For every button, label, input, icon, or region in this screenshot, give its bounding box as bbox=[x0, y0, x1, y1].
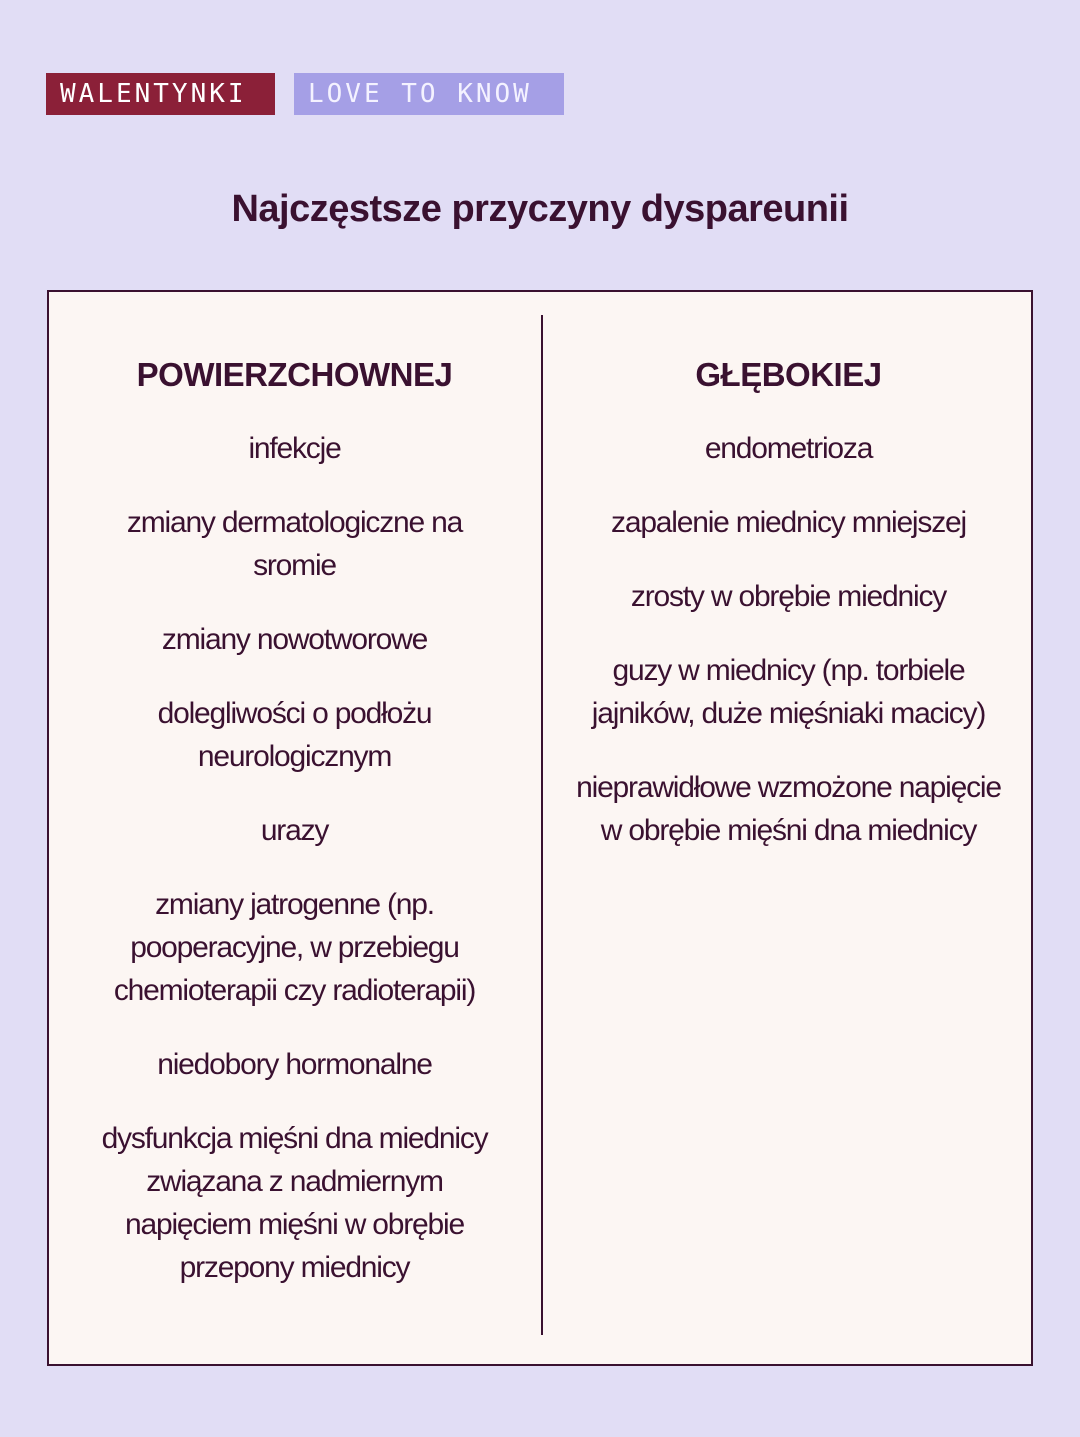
comparison-panel bbox=[47, 290, 1033, 1366]
list-item: dolegliwości o podłożu neurologicznym bbox=[157, 697, 432, 773]
list-item: zmiany dermatologiczne na sromie bbox=[126, 506, 463, 582]
page-title: Najczęstsze przyczyny dyspareunii bbox=[231, 188, 849, 230]
deep-list bbox=[561, 427, 1016, 852]
list-item: niedobory hormonalne bbox=[157, 1048, 432, 1081]
list-item: zrosty w obrębie miednicy bbox=[630, 580, 947, 613]
tag-walentynki[interactable]: WALENTYNKI bbox=[46, 73, 275, 115]
list-item: nieprawidłowe wzmożone napięcie w obrębie mięśni dna miednicy bbox=[576, 771, 1001, 847]
list-item: infekcje bbox=[248, 432, 341, 465]
list-item: zmiany nowotworowe bbox=[161, 623, 428, 656]
superficial-list bbox=[67, 427, 522, 1289]
list-item: urazy bbox=[260, 814, 329, 847]
deep-column bbox=[561, 350, 1016, 883]
tag-row bbox=[46, 73, 564, 115]
list-item: dysfunkcja mięśni dna miednicy związana z nadmiernym napięciem mięśni w obrębie przepony miednicy bbox=[101, 1122, 488, 1284]
deep-heading: GŁĘBOKIEJ bbox=[695, 356, 882, 393]
list-item: zmiany jatrogenne (np. pooperacyjne, w przebiegu chemioterapii czy radioterapii) bbox=[113, 888, 476, 1007]
list-item: zapalenie miednicy mniejszej bbox=[611, 506, 966, 539]
list-item: guzy w miednicy (np. torbiele jajników, duże mięśniaki macicy) bbox=[591, 654, 986, 730]
superficial-heading: POWIERZCHOWNEJ bbox=[136, 356, 453, 393]
list-item: endometrioza bbox=[704, 432, 873, 465]
column-divider bbox=[541, 315, 543, 1335]
superficial-column bbox=[67, 350, 522, 1320]
tag-love-to-know[interactable]: LOVE TO KNOW bbox=[294, 73, 564, 115]
